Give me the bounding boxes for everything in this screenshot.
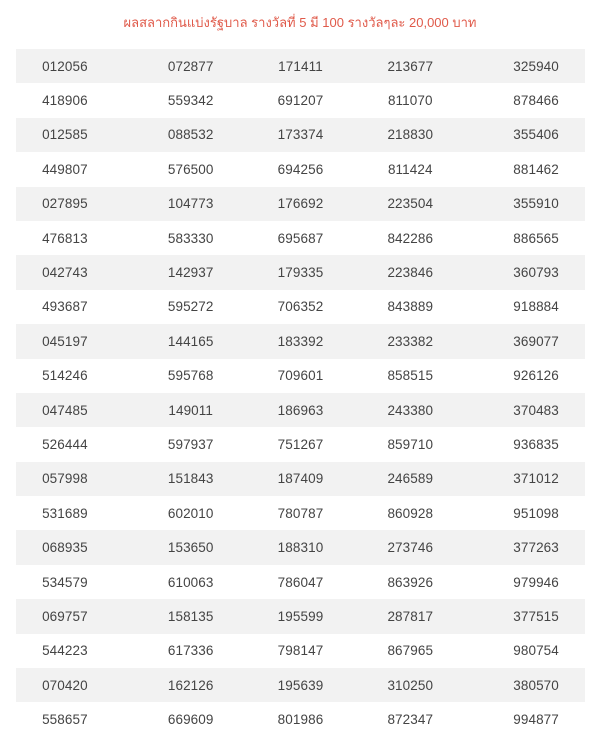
lottery-number: 179335: [277, 265, 324, 281]
lottery-number: 195639: [277, 677, 324, 693]
lottery-number: 144165: [167, 333, 214, 349]
table-row: [16, 530, 585, 564]
lottery-number: 233382: [387, 333, 434, 349]
table-row: [16, 359, 585, 393]
lottery-number: 583330: [167, 230, 214, 246]
table-row: [16, 462, 585, 496]
lottery-number: 544223: [42, 643, 88, 659]
lottery-number: 042743: [42, 265, 88, 281]
lottery-number: 951098: [513, 505, 559, 521]
lottery-number: 186963: [277, 402, 324, 418]
lottery-number: 153650: [167, 540, 214, 556]
lottery-number: 878466: [513, 93, 559, 109]
lottery-number: 867965: [387, 643, 434, 659]
lottery-number: 047485: [42, 402, 88, 418]
lottery-number: 881462: [513, 161, 559, 177]
lottery-number: 012056: [42, 58, 88, 74]
lottery-number: 142937: [167, 265, 214, 281]
lottery-number: 355406: [513, 127, 559, 143]
lottery-number: 173374: [277, 127, 324, 143]
lottery-number: 162126: [167, 677, 214, 693]
lottery-number: 595768: [167, 368, 214, 384]
lottery-number: 842286: [387, 230, 434, 246]
lottery-number: 786047: [277, 574, 324, 590]
lottery-number: 669609: [167, 712, 214, 728]
lottery-number: 860928: [387, 505, 434, 521]
lottery-number: 370483: [513, 402, 559, 418]
lottery-number: 187409: [277, 471, 324, 487]
lottery-number: 597937: [167, 436, 214, 452]
table-row: [16, 118, 585, 152]
table-row: [16, 393, 585, 427]
lottery-number: 223504: [387, 196, 434, 212]
lottery-number: 072877: [167, 58, 214, 74]
table-row: [16, 49, 585, 83]
lottery-number: 012585: [42, 127, 88, 143]
lottery-number: 514246: [42, 368, 88, 384]
page-title: ผลสลากกินแบ่งรัฐบาล รางวัลที่ 5 มี 100 รางวัลๆละ 20,000 บาท: [123, 15, 477, 30]
lottery-number: 886565: [513, 230, 559, 246]
lottery-number: 526444: [42, 436, 88, 452]
lottery-number: 213677: [387, 58, 434, 74]
lottery-number: 476813: [42, 230, 88, 246]
lottery-number: 325940: [513, 58, 559, 74]
lottery-number: 872347: [387, 712, 434, 728]
lottery-number: 858515: [387, 368, 434, 384]
lottery-number: 355910: [513, 196, 559, 212]
table-row: [16, 427, 585, 461]
lottery-number: 531689: [42, 505, 88, 521]
lottery-number: 979946: [513, 574, 559, 590]
table-row: [16, 255, 585, 289]
lottery-number: 057998: [42, 471, 88, 487]
lottery-number: 994877: [513, 712, 559, 728]
lottery-number: 558657: [42, 712, 88, 728]
table-row: [16, 290, 585, 324]
lottery-number: 045197: [42, 333, 88, 349]
table-row: [16, 221, 585, 255]
lottery-number: 151843: [167, 471, 214, 487]
lottery-number: 980754: [513, 643, 559, 659]
lottery-number: 068935: [42, 540, 88, 556]
lottery-number: 380570: [513, 677, 559, 693]
lottery-number: 310250: [387, 677, 434, 693]
lottery-number: 617336: [167, 643, 214, 659]
lottery-number: 369077: [513, 333, 559, 349]
lottery-number: 709601: [277, 368, 324, 384]
lottery-number: 360793: [513, 265, 559, 281]
lottery-number: 926126: [513, 368, 559, 384]
lottery-number: 691207: [277, 93, 324, 109]
lottery-number: 195599: [277, 608, 324, 624]
table-row: [16, 324, 585, 358]
lottery-number: 936835: [513, 436, 559, 452]
lottery-number: 183392: [277, 333, 324, 349]
lottery-number: 287817: [387, 608, 434, 624]
lottery-number: 027895: [42, 196, 88, 212]
lottery-number: 811424: [387, 161, 433, 177]
lottery-number: 780787: [277, 505, 324, 521]
lottery-number: 158135: [167, 608, 214, 624]
lottery-number: 559342: [167, 93, 214, 109]
lottery-number: 595272: [167, 299, 214, 315]
lottery-number: 273746: [387, 540, 434, 556]
table-row: [16, 668, 585, 702]
table-row: [16, 187, 585, 221]
lottery-number: 070420: [42, 677, 88, 693]
lottery-number: 149011: [168, 402, 214, 418]
lottery-number: 859710: [387, 436, 434, 452]
lottery-number: 377263: [513, 540, 559, 556]
lottery-number: 706352: [277, 299, 324, 315]
table-row: [16, 599, 585, 633]
table-row: [16, 83, 585, 117]
lottery-number: 695687: [277, 230, 324, 246]
lottery-number: 534579: [42, 574, 88, 590]
lottery-number: 218830: [387, 127, 434, 143]
results-table: [16, 49, 585, 737]
lottery-number: 798147: [277, 643, 324, 659]
lottery-number: 863926: [387, 574, 434, 590]
lottery-number: 576500: [167, 161, 214, 177]
lottery-number: 104773: [167, 196, 214, 212]
lottery-number: 188310: [277, 540, 324, 556]
lottery-number: 377515: [513, 608, 559, 624]
lottery-number: 243380: [387, 402, 434, 418]
lottery-number: 843889: [387, 299, 434, 315]
lottery-number: 751267: [277, 436, 324, 452]
lottery-number: 602010: [167, 505, 214, 521]
table-row: [16, 152, 585, 186]
table-row: [16, 634, 585, 668]
lottery-number: 811070: [387, 93, 433, 109]
lottery-number: 801986: [277, 712, 324, 728]
lottery-number: 493687: [42, 299, 88, 315]
lottery-number: 449807: [42, 161, 88, 177]
lottery-number: 610063: [167, 574, 214, 590]
lottery-number: 371012: [513, 471, 559, 487]
lottery-number: 246589: [387, 471, 434, 487]
lottery-number: 171411: [278, 58, 323, 74]
lottery-number: 918884: [513, 299, 559, 315]
lottery-number: 418906: [42, 93, 88, 109]
lottery-number: 694256: [277, 161, 324, 177]
table-row: [16, 496, 585, 530]
table-row: [16, 565, 585, 599]
lottery-number: 069757: [42, 608, 88, 624]
lottery-number: 223846: [387, 265, 434, 281]
table-row: [16, 702, 585, 736]
lottery-number: 176692: [277, 196, 324, 212]
lottery-number: 088532: [167, 127, 214, 143]
